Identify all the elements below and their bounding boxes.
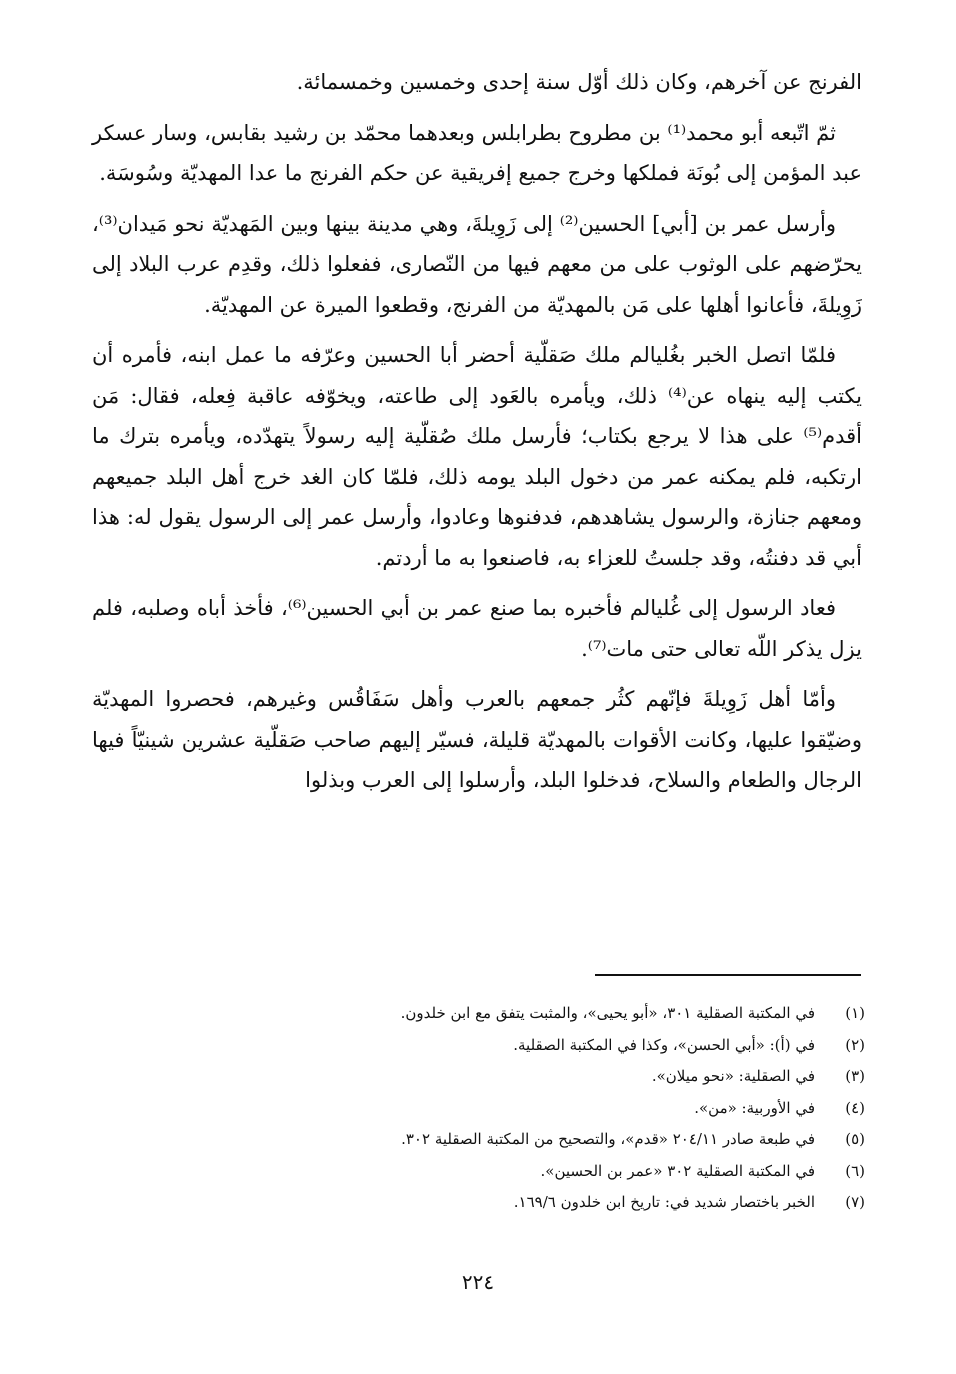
footnote-item bbox=[200, 1093, 865, 1125]
footnote-text: في الأوربية: «من». bbox=[694, 1098, 815, 1117]
paragraph: فعاد الرسول إلى غُليالم فأخبره بما صنع عمر بن أبي الحسين⁽⁶⁾، فأخذ أباه وصلبه، فلم يزل يذكر اللّه تعالى حتى مات⁽⁷⁾. bbox=[92, 596, 862, 661]
footnote-number: (٦) bbox=[845, 1161, 865, 1180]
footnote-item bbox=[200, 998, 865, 1030]
footnote-number: (٥) bbox=[845, 1130, 865, 1148]
footnote-text: في (أ): «أبي الحسن»، وكذا في المكتبة الصقلية. bbox=[513, 1035, 815, 1054]
paragraph: فلمّا اتصل الخبر بغُليالم ملك صَقلّية أحضر أبا الحسين وعرّفه ما عمل ابنه، فأمره أن يكتب إليه ينهاه عن⁽⁴⁾ ذلك، ويأمره بالعَود إلى طاعته، ويخوّفه عاقبة فِعله، فقال: مَن أقدم⁽⁵⁾ على هذا لا يرجع بكتاب؛ فأرسل ملك صُقلّية إليه رسولاً يتهدّده، ويأمره بترك ما ارتكبه، فلم يمكنه عمر من دخول البلد يومه ذلك، فلمّا كان الغد خرج أهل البلد جميعهم ومعهم جنازة، والرسول يشاهدهم، فدفنوها وعادوا، وأرسل عمر إلى الرسول يقول له: هذا أبي قد دفنتُه، وقد جلستُ للعزاء به، فاصنعوا به ما أردتم. bbox=[92, 343, 862, 570]
footnote-item bbox=[200, 1124, 865, 1156]
footnote-number: (١) bbox=[845, 1004, 865, 1022]
paragraph: الفرنج عن آخرهم، وكان ذلك أوّل سنة إحدى وخمسين وخمسمائة. bbox=[296, 70, 862, 94]
footnotes-list bbox=[200, 998, 865, 1219]
footnote-number: (٢) bbox=[845, 1035, 865, 1054]
footnote-text: في الصقلية: «نحو ميلان». bbox=[651, 1067, 815, 1085]
paragraph: وأرسل عمر بن [أبي] الحسين⁽²⁾ إلى زَوِيلةَ، وهي مدينة بينها وبين المَهديّة نحو مَيدان⁽³⁾، يحرّضهم على الوثوب على من معهم فيها من النّصارى، ففعلوا ذلك، وقدِم عرب البلاد إلى زَوِيلةَ، فأعانوا أهلها على مَن بالمهديّة من الفرنج، وقطعوا الميرة عن المهديّة. bbox=[92, 211, 862, 317]
footnote-item bbox=[200, 1187, 865, 1219]
paragraph: وأمّا أهل زَوِيلةَ فإنّهم كثُر جمعهم بالعرب وأهل سَفَاقُس وغيرهم، فحصروا المهديّة وضيّقوا عليها، وكانت الأقوات بالمهديّة قليلة، فسيّر إليهم صاحب صَقلّية عشرين شينيّاً فيها الرجال والطعام والسلاح، فدخلوا البلد، وأرسلوا إلى العرب وبذلوا bbox=[92, 687, 862, 792]
footnote-text: في طبعة صادر ٢٠٤/١١ «قدم»، والتصحيح من المكتبة الصقلية ٣٠٢. bbox=[401, 1130, 815, 1148]
footnote-item bbox=[200, 1156, 865, 1188]
paragraph: ثمّ اتّبعه أبو محمد⁽¹⁾ بن مطروح بطرابلس وبعدهما محمّد بن رشيد بقابس، وسار عسكر عبد المؤمن إلى بُونَة فملكها وخرج جميع إفريقية عن حكم الفرنج ما عدا المهديّة وسُوسَة. bbox=[92, 120, 862, 185]
footnote-number: (٣) bbox=[845, 1067, 865, 1085]
footnote-item bbox=[200, 1030, 865, 1062]
main-text bbox=[92, 62, 862, 811]
footnote-number: (٧) bbox=[845, 1193, 865, 1211]
footnote-text: في المكتبة الصقلية ٣٠٢ «عمر بن الحسين». bbox=[540, 1161, 815, 1180]
footnote-text: في المكتبة الصقلية ٣٠١، «أبو يحيى»، والمثبت يتفق مع ابن خلدون. bbox=[400, 1004, 815, 1022]
footnote-number: (٤) bbox=[845, 1098, 865, 1117]
page-number: ٢٢٤ bbox=[461, 1270, 495, 1294]
footnote-text: الخبر باختصار شديد في: تاريخ ابن خلدون ١٦٩/٦. bbox=[513, 1193, 815, 1211]
footnote-item bbox=[200, 1061, 865, 1093]
footnote-divider bbox=[595, 974, 861, 976]
